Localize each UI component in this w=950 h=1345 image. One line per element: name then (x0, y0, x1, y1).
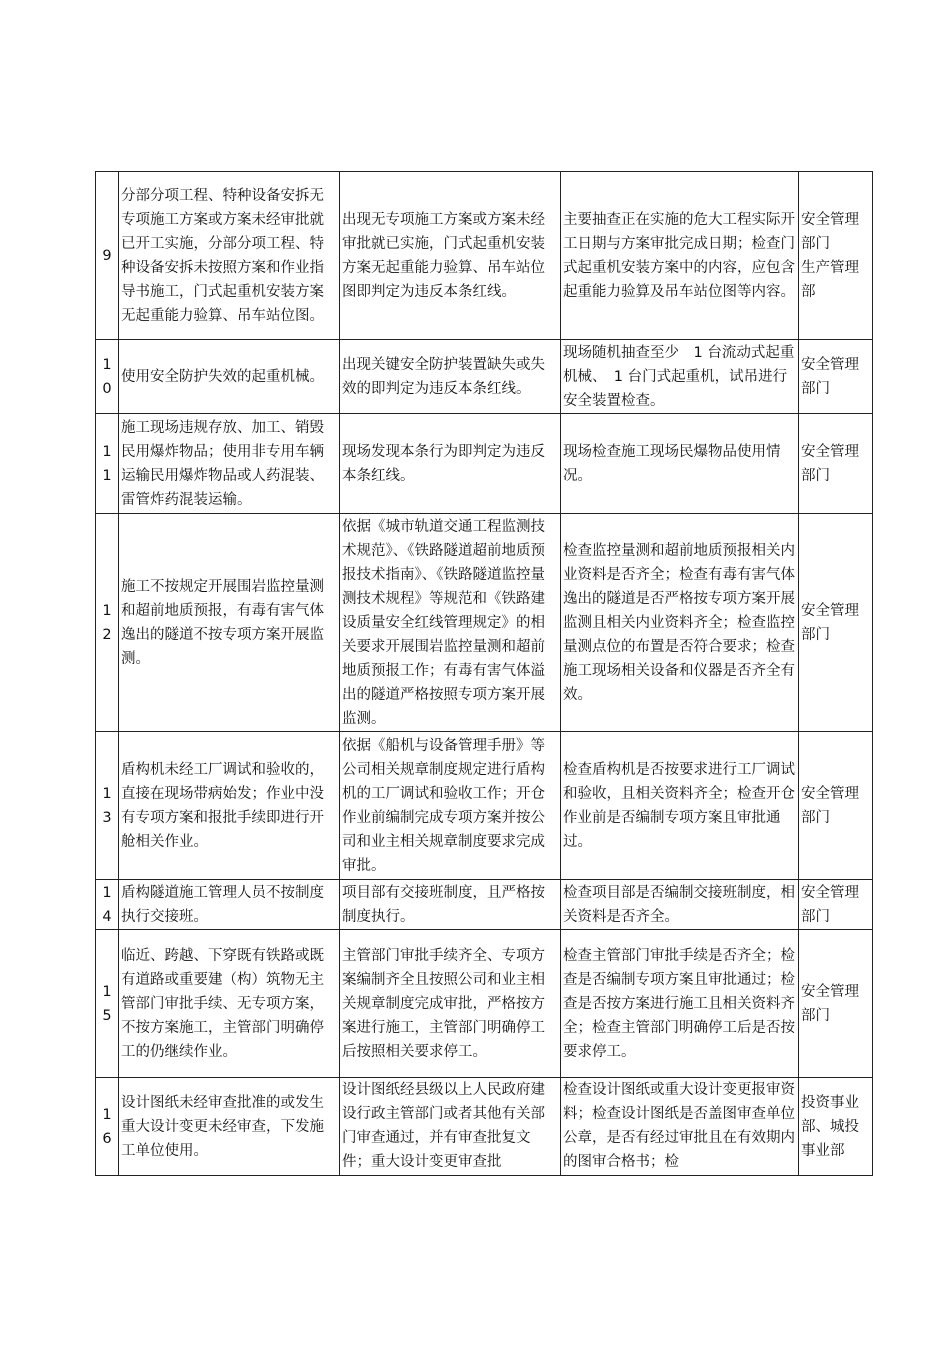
table-row (96, 1078, 873, 1176)
redline-item: 分部分项工程、特种设备安拆无专项施工方案或方案未经审批就已开工实施，分部分项工程、特种设备安拆未按照方案和作业指导书施工，门式起重机安装方案无起重能力验算、吊车站位图。 (119, 172, 340, 340)
table-row (96, 172, 873, 340)
inspection-method: 检查项目部是否编制交接班制度，相关资料是否齐全。 (561, 880, 799, 930)
table-row (96, 514, 873, 732)
inspection-method: 主要抽查正在实施的危大工程实际开工日期与方案审批完成日期；检查门式起重机安装方案中的内容，应包含起重能力验算及吊车站位图等内容。 (561, 172, 799, 340)
row-number: 10 (96, 340, 119, 414)
row-number: 13 (96, 732, 119, 880)
row-number: 15 (96, 930, 119, 1078)
row-number: 16 (96, 1078, 119, 1176)
row-number: 11 (96, 414, 119, 514)
responsible-dept: 安全管理部门 (799, 930, 873, 1078)
table-row (96, 732, 873, 880)
responsible-dept: 安全管理部门 (799, 880, 873, 930)
row-number: 12 (96, 514, 119, 732)
inspection-method: 检查盾构机是否按要求进行工厂调试和验收，且相关资料齐全；检查开仓作业前是否编制专项方案且审批通过。 (561, 732, 799, 880)
table-row (96, 930, 873, 1078)
table-row (96, 880, 873, 930)
redline-item: 施工不按规定开展围岩监控量测和超前地质预报，有毒有害气体逸出的隧道不按专项方案开展监测。 (119, 514, 340, 732)
judgment-criteria: 设计图纸经县级以上人民政府建设行政主管部门或者其他有关部门审查通过，并有审查批复文件；重大设计变更审查批 (340, 1078, 561, 1176)
judgment-criteria: 项目部有交接班制度，且严格按制度执行。 (340, 880, 561, 930)
redline-item: 使用安全防护失效的起重机械。 (119, 340, 340, 414)
table-row (96, 414, 873, 514)
redline-item: 施工现场违规存放、加工、销毁民用爆炸物品；使用非专用车辆运输民用爆炸物品或人药混装、雷管炸药混装运输。 (119, 414, 340, 514)
responsible-dept: 安全管理部门 (799, 414, 873, 514)
inspection-method: 检查监控量测和超前地质预报相关内业资料是否齐全；检查有毒有害气体逸出的隧道是否严格按专项方案开展监测且相关内业资料齐全；检查监控量测点位的布置是否符合要求；检查施工现场相关设备和仪器是否齐全有效。 (561, 514, 799, 732)
inspection-method: 现场随机抽查至少 1 台流动式起重机械、 1 台门式起重机，试吊进行安全装置检查。 (561, 340, 799, 414)
redline-table (95, 171, 873, 1176)
redline-item: 设计图纸未经审查批准的或发生重大设计变更未经审查，下发施工单位使用。 (119, 1078, 340, 1176)
dept-line: 安全管理部门 生产管理部 (801, 211, 859, 300)
inspection-method: 现场检查施工现场民爆物品使用情况。 (561, 414, 799, 514)
judgment-criteria: 依据《城市轨道交通工程监测技术规范》、《铁路隧道超前地质预报技术指南》、《铁路隧道监控量测技术规程》等规范和《铁路建设质量安全红线管理规定》的相关要求开展围岩监控量测和超前地质预报工作；有毒有害气体溢出的隧道严格按照专项方案开展监测。 (340, 514, 561, 732)
redline-item: 盾构机未经工厂调试和验收的，直接在现场带病始发；作业中没有专项方案和报批手续即进行开舱相关作业。 (119, 732, 340, 880)
responsible-dept: 安全管理部门 (799, 732, 873, 880)
responsible-dept (799, 172, 873, 340)
judgment-criteria: 主管部门审批手续齐全、专项方案编制齐全且按照公司和业主相关规章制度完成审批，严格按方案进行施工，主管部门明确停工后按照相关要求停工。 (340, 930, 561, 1078)
judgment-criteria: 现场发现本条行为即判定为违反本条红线。 (340, 414, 561, 514)
judgment-criteria: 出现无专项施工方案或方案未经审批就已实施，门式起重机安装方案无起重能力验算、吊车站位图即判定为违反本条红线。 (340, 172, 561, 340)
redline-item: 临近、跨越、下穿既有铁路或既有道路或重要建（构）筑物无主管部门审批手续、无专项方案，不按方案施工，主管部门明确停工的仍继续作业。 (119, 930, 340, 1078)
responsible-dept: 投资事业部、城投事业部 (799, 1078, 873, 1176)
judgment-criteria: 出现关键安全防护装置缺失或失效的即判定为违反本条红线。 (340, 340, 561, 414)
judgment-criteria: 依据《船机与设备管理手册》等公司相关规章制度规定进行盾构机的工厂调试和验收工作；开仓作业前编制完成专项方案并按公司和业主相关规章制度要求完成审批。 (340, 732, 561, 880)
responsible-dept: 安全管理部门 (799, 514, 873, 732)
responsible-dept: 安全管理部门 (799, 340, 873, 414)
table-row (96, 340, 873, 414)
row-number: 9 (96, 172, 119, 340)
redline-item: 盾构隧道施工管理人员不按制度执行交接班。 (119, 880, 340, 930)
inspection-method: 检查主管部门审批手续是否齐全；检查是否编制专项方案且审批通过；检查是否按方案进行施工且相关资料齐全；检查主管部门明确停工后是否按要求停工。 (561, 930, 799, 1078)
inspection-method: 检查设计图纸或重大设计变更报审资料；检查设计图纸是否盖图审查单位公章，是否有经过审批且在有效期内的图审合格书；检 (561, 1078, 799, 1176)
row-number: 14 (96, 880, 119, 930)
